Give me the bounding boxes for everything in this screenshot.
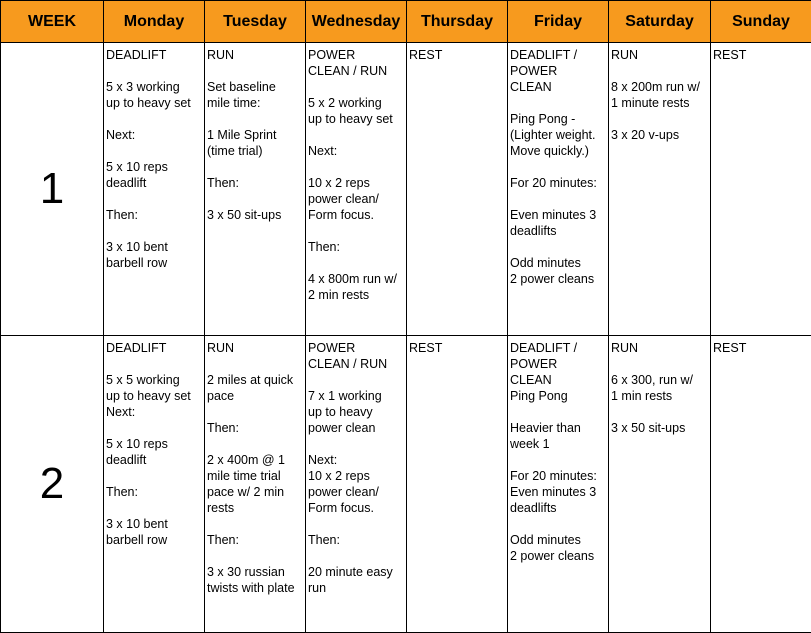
workout-line [611,63,708,79]
workout-line [207,356,303,372]
workout-line: 2 x 400m @ 1 [207,452,303,468]
workout-line: power clean [308,420,404,436]
workout-line [106,468,202,484]
workout-line: DEADLIFT / [510,340,606,356]
workout-line [308,516,404,532]
workout-line: 6 x 300, run w/ [611,372,708,388]
day-cell-tuesday [205,43,306,336]
workout-line: Set baseline [207,79,303,95]
workout-line: Then: [106,207,202,223]
workout-line: 2 power cleans [510,548,606,564]
workout-line: REST [409,47,505,63]
workout-line: Then: [207,532,303,548]
workout-line: For 20 minutes: [510,468,606,484]
workout-line: deadlift [106,452,202,468]
workout-line: 5 x 5 working [106,372,202,388]
workout-line: Odd minutes [510,255,606,271]
workout-line: POWER [308,340,404,356]
workout-line [308,127,404,143]
day-cell-friday [508,43,609,336]
workout-line: 8 x 200m run w/ [611,79,708,95]
workout-line [106,356,202,372]
workout-line: RUN [611,47,708,63]
workout-line: POWER [510,63,606,79]
workout-line: 20 minute easy [308,564,404,580]
workout-line: deadlift [106,175,202,191]
workout-line: 7 x 1 working [308,388,404,404]
workout-line: 5 x 2 working [308,95,404,111]
day-cell-friday [508,336,609,633]
workout-line: Then: [207,175,303,191]
workout-line: 5 x 3 working [106,79,202,95]
workout-line: DEADLIFT [106,47,202,63]
workout-line [106,111,202,127]
workout-line: pace w/ 2 min [207,484,303,500]
header-tuesday: Tuesday [205,1,306,43]
workout-line [308,223,404,239]
workout-line: DEADLIFT [106,340,202,356]
workout-line [106,63,202,79]
day-cell-saturday [609,43,711,336]
workout-line: 1 min rests [611,388,708,404]
workout-line: 3 x 50 sit-ups [611,420,708,436]
workout-line [611,404,708,420]
workout-line: deadlifts [510,223,606,239]
workout-line [510,159,606,175]
workout-line [308,548,404,564]
workout-line: 2 power cleans [510,271,606,287]
workout-line [611,111,708,127]
workout-line: 10 x 2 reps [308,468,404,484]
workout-line: CLEAN / RUN [308,356,404,372]
workout-line: power clean/ [308,484,404,500]
workout-line: Next: [308,452,404,468]
workout-line: For 20 minutes: [510,175,606,191]
workout-line: Heavier than [510,420,606,436]
workout-line: Even minutes 3 [510,484,606,500]
workout-line [510,95,606,111]
workout-line: 3 x 10 bent [106,516,202,532]
workout-line: 2 miles at quick [207,372,303,388]
workout-line: deadlifts [510,500,606,516]
workout-line: Ping Pong [510,388,606,404]
workout-line: POWER [510,356,606,372]
workout-line [106,420,202,436]
workout-line [611,356,708,372]
week-number: 2 [1,336,104,633]
workout-line: 10 x 2 reps [308,175,404,191]
workout-line [207,436,303,452]
day-cell-monday [104,43,205,336]
workout-line [510,516,606,532]
workout-line: pace [207,388,303,404]
workout-line: 5 x 10 reps [106,436,202,452]
workout-line: 3 x 20 v-ups [611,127,708,143]
workout-line: Then: [106,484,202,500]
day-cell-thursday [407,336,508,633]
workout-line [510,452,606,468]
workout-line: Move quickly.) [510,143,606,159]
workout-line: REST [713,47,809,63]
header-saturday: Saturday [609,1,711,43]
workout-line [308,255,404,271]
day-cell-sunday [711,336,811,633]
workout-line: up to heavy set [106,95,202,111]
workout-line: twists with plate [207,580,303,596]
header-row [1,1,811,43]
day-cell-monday [104,336,205,633]
workout-line: up to heavy set [106,388,202,404]
week-number: 1 [1,43,104,336]
workout-line: run [308,580,404,596]
workout-line: Form focus. [308,207,404,223]
workout-line: POWER [308,47,404,63]
workout-line: mile time trial [207,468,303,484]
workout-line: barbell row [106,532,202,548]
workout-line [106,500,202,516]
header-friday: Friday [508,1,609,43]
workout-line: RUN [207,47,303,63]
header-thursday: Thursday [407,1,508,43]
workout-line: 4 x 800m run w/ [308,271,404,287]
day-cell-tuesday [205,336,306,633]
workout-line: week 1 [510,436,606,452]
workout-line [106,191,202,207]
workout-line: 3 x 30 russian [207,564,303,580]
day-cell-saturday [609,336,711,633]
workout-line: Then: [308,239,404,255]
workout-line [510,191,606,207]
week-row-1 [1,43,811,336]
workout-line: 1 minute rests [611,95,708,111]
day-cell-wednesday [306,43,407,336]
workout-line: Ping Pong - [510,111,606,127]
week-row-2 [1,336,811,633]
workout-line [510,404,606,420]
workout-line: CLEAN [510,79,606,95]
workout-line: RUN [207,340,303,356]
workout-line [207,516,303,532]
workout-line [207,63,303,79]
workout-line: 2 min rests [308,287,404,303]
workout-line: Next: [308,143,404,159]
workout-line [308,372,404,388]
workout-line: up to heavy set [308,111,404,127]
day-cell-sunday [711,43,811,336]
workout-line: REST [713,340,809,356]
workout-line: barbell row [106,255,202,271]
workout-line: CLEAN / RUN [308,63,404,79]
workout-line: rests [207,500,303,516]
workout-line: Then: [207,420,303,436]
workout-line: Next: [106,127,202,143]
workout-line [308,159,404,175]
day-cell-thursday [407,43,508,336]
day-cell-wednesday [306,336,407,633]
workout-line: up to heavy [308,404,404,420]
workout-line [207,404,303,420]
workout-line: Even minutes 3 [510,207,606,223]
workout-line: (time trial) [207,143,303,159]
workout-line: (Lighter weight. [510,127,606,143]
workout-line [308,79,404,95]
workout-line: Next: [106,404,202,420]
workout-line [207,548,303,564]
workout-line: 3 x 50 sit-ups [207,207,303,223]
workout-line: Odd minutes [510,532,606,548]
workout-line: 1 Mile Sprint [207,127,303,143]
workout-line [510,239,606,255]
header-wednesday: Wednesday [306,1,407,43]
workout-line: CLEAN [510,372,606,388]
header-week: WEEK [1,1,104,43]
workout-line: RUN [611,340,708,356]
workout-line [207,111,303,127]
workout-line [308,436,404,452]
workout-line: 5 x 10 reps [106,159,202,175]
workout-line: Form focus. [308,500,404,516]
workout-line [106,223,202,239]
workout-line: REST [409,340,505,356]
workout-line [106,143,202,159]
workout-line [207,159,303,175]
workout-line: mile time: [207,95,303,111]
workout-line: 3 x 10 bent [106,239,202,255]
workout-line: power clean/ [308,191,404,207]
workout-line: Then: [308,532,404,548]
workout-line [207,191,303,207]
header-sunday: Sunday [711,1,811,43]
workout-line: DEADLIFT / [510,47,606,63]
header-monday: Monday [104,1,205,43]
